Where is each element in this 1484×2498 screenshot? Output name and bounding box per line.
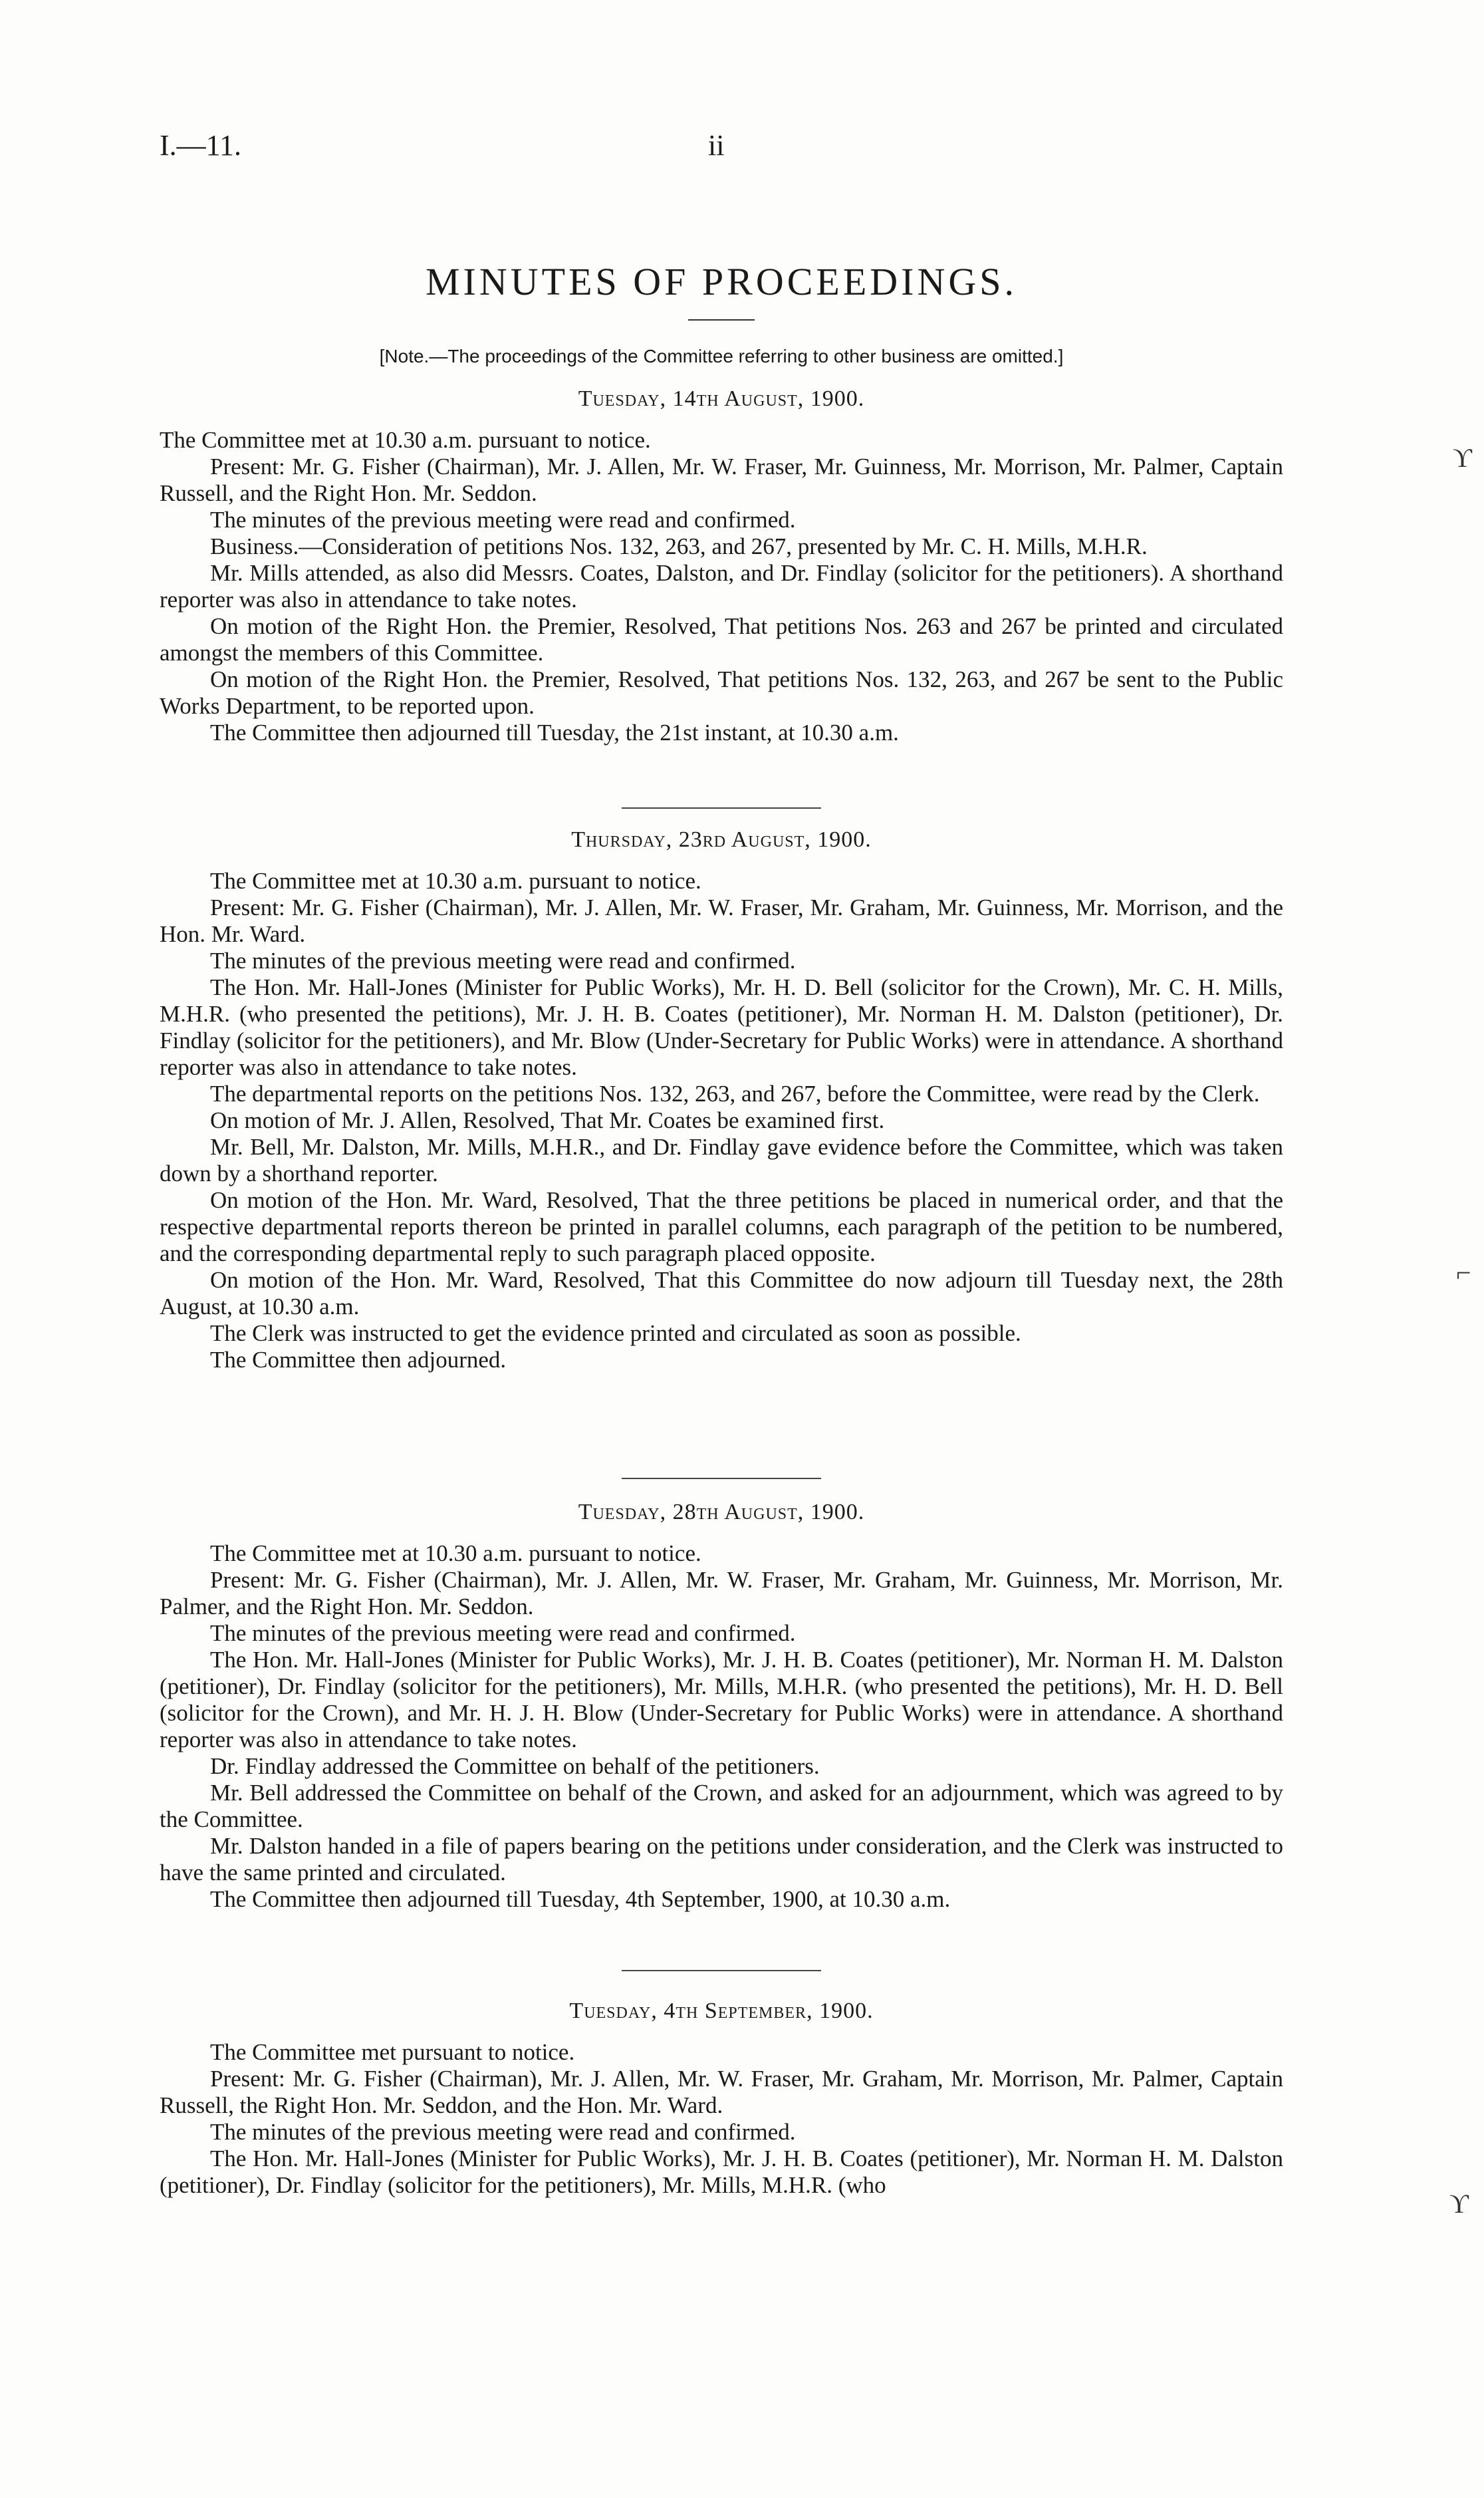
paragraph: The Committee then adjourned. — [210, 1347, 507, 1373]
paragraph: The Committee met at 10.30 a.m. pursuant to notice. — [210, 868, 701, 894]
minutes-section-1 — [160, 386, 1283, 746]
section-separator — [622, 1478, 821, 1479]
margin-mark: ϒ — [1453, 443, 1472, 473]
section-heading: Tuesday, 4th September, 1900. — [569, 1999, 874, 2023]
minutes-section-4 — [160, 1998, 1283, 2199]
paragraph: Business.—Consideration of petitions Nos. 132, 263, and 267, presented by Mr. C. H. Mills, M.H.R. — [210, 533, 1148, 559]
paragraph: Mr. Mills attended, as also did Messrs. Coates, Dalston, and Dr. Findlay (solicitor for the petitioners). A shorthand reporter was also in attendance to take notes. — [160, 560, 1283, 613]
paragraph: Present: Mr. G. Fisher (Chairman), Mr. J. Allen, Mr. W. Fraser, Mr. Graham, Mr. Morrison, Mr. Palmer, Captain Russell, the Right Hon. Mr. Seddon, and the Hon. Mr. Ward. — [160, 2066, 1283, 2118]
editorial-note: [Note.—The proceedings of the Committee referring to other business are omitted.] — [379, 346, 1064, 366]
paragraph: Present: Mr. G. Fisher (Chairman), Mr. J. Allen, Mr. W. Fraser, Mr. Graham, Mr. Guinness, Mr. Morrison, and the Hon. Mr. Ward. — [160, 895, 1283, 947]
paragraph: On motion of the Hon. Mr. Ward, Resolved, That the three petitions be placed in numerical order, and that the respective departmental reports thereon be printed in parallel columns, each paragraph of the petition to be numbered, and the corresponding departmental reply to such paragraph placed opposite. — [160, 1187, 1283, 1266]
minutes-section-3 — [160, 1499, 1283, 1913]
paragraph: The Hon. Mr. Hall-Jones (Minister for Public Works), Mr. H. D. Bell (solicitor for the Crown), Mr. C. H. Mills, M.H.R. (who presented the petitions), Mr. J. H. B. Coates (petitioner), Mr. Norman H. M. Dalston (petitioner), Dr. Findlay (solicitor for the petitioners), and Mr. Blow (Under-Secretary for Public Works) were in attendance. A shorthand reporter was also in attendance to take notes. — [160, 974, 1283, 1080]
paragraph: The Clerk was instructed to get the evidence printed and circulated as soon as possible. — [210, 1320, 1021, 1346]
paragraph: The departmental reports on the petitions Nos. 132, 263, and 267, before the Committee, were read by the Clerk. — [210, 1081, 1260, 1107]
paragraph: The Committee met at 10.30 a.m. pursuant to notice. — [210, 1540, 701, 1566]
paragraph: On motion of the Right Hon. the Premier, Resolved, That petitions Nos. 263 and 267 be printed and circulated amongst the members of this Committee. — [160, 613, 1283, 666]
paragraph: The Hon. Mr. Hall-Jones (Minister for Public Works), Mr. J. H. B. Coates (petitioner), Mr. Norman H. M. Dalston (petitioner), Dr. Findlay (solicitor for the petitioners), Mr. Mills, M.H.R. (who — [160, 2146, 1283, 2198]
paragraph: Dr. Findlay addressed the Committee on behalf of the petitioners. — [210, 1753, 820, 1779]
paragraph: The minutes of the previous meeting were read and confirmed. — [210, 507, 796, 533]
paper-reference: I.—11. — [160, 129, 242, 162]
paragraph: Mr. Bell, Mr. Dalston, Mr. Mills, M.H.R., and Dr. Findlay gave evidence before the Committee, which was taken down by a shorthand reporter. — [160, 1134, 1283, 1186]
section-heading: Tuesday, 28th August, 1900. — [578, 1500, 865, 1524]
paragraph: On motion of Mr. J. Allen, Resolved, That Mr. Coates be examined first. — [210, 1107, 885, 1133]
margin-mark: ϒ — [1449, 2189, 1469, 2219]
paragraph: The minutes of the previous meeting were read and confirmed. — [210, 2119, 796, 2145]
section-separator — [622, 1970, 821, 1971]
paragraph: The Committee met pursuant to notice. — [210, 2039, 575, 2065]
page-title: MINUTES OF PROCEEDINGS. — [425, 260, 1017, 303]
section-heading: Thursday, 23rd August, 1900. — [571, 827, 872, 852]
page-number: ii — [708, 129, 725, 162]
paragraph: The Hon. Mr. Hall-Jones (Minister for Public Works), Mr. J. H. B. Coates (petitioner), Mr. Norman H. M. Dalston (petitioner), Dr. Findlay (solicitor for the petitioners), Mr. Mills, M.H.R. (who presented the petitions), Mr. H. D. Bell (solicitor for the Crown), and Mr. H. J. H. Blow (Under-Secretary for Public Works) were in attendance. A shorthand reporter was also in attendance to take notes. — [160, 1647, 1283, 1752]
paragraph: Mr. Dalston handed in a file of papers bearing on the petitions under consideration, and the Clerk was instructed to have the same printed and circulated. — [160, 1833, 1283, 1885]
paragraph: On motion of the Right Hon. the Premier, Resolved, That petitions Nos. 132, 263, and 267 be sent to the Public Works Department, to be reported upon. — [160, 666, 1283, 719]
paragraph: The Committee then adjourned till Tuesday, the 21st instant, at 10.30 a.m. — [210, 720, 899, 746]
paragraph: The Committee then adjourned till Tuesday, 4th September, 1900, at 10.30 a.m. — [210, 1886, 951, 1912]
minutes-section-2 — [160, 827, 1283, 1373]
margin-mark: ⌐ — [1456, 1258, 1471, 1288]
paragraph: Present: Mr. G. Fisher (Chairman), Mr. J. Allen, Mr. W. Fraser, Mr. Guinness, Mr. Morrison, Mr. Palmer, Captain Russell, and the Right Hon. Mr. Seddon. — [160, 454, 1283, 506]
paragraph: The minutes of the previous meeting were read and confirmed. — [210, 948, 796, 974]
paragraph: The Committee met at 10.30 a.m. pursuant to notice. — [160, 427, 651, 453]
paragraph: On motion of the Hon. Mr. Ward, Resolved, That this Committee do now adjourn till Tuesday next, the 28th August, at 10.30 a.m. — [160, 1267, 1283, 1319]
section-separator — [622, 807, 821, 809]
title-rule — [688, 319, 755, 321]
paragraph: The minutes of the previous meeting were read and confirmed. — [210, 1620, 796, 1646]
paragraph: Mr. Bell addressed the Committee on behalf of the Crown, and asked for an adjournment, which was agreed to by the Committee. — [160, 1780, 1283, 1832]
section-heading: Tuesday, 14th August, 1900. — [578, 386, 865, 411]
paragraph: Present: Mr. G. Fisher (Chairman), Mr. J. Allen, Mr. W. Fraser, Mr. Graham, Mr. Guinness, Mr. Morrison, Mr. Palmer, and the Right Hon. Mr. Seddon. — [160, 1567, 1283, 1619]
page-header — [160, 128, 1283, 168]
